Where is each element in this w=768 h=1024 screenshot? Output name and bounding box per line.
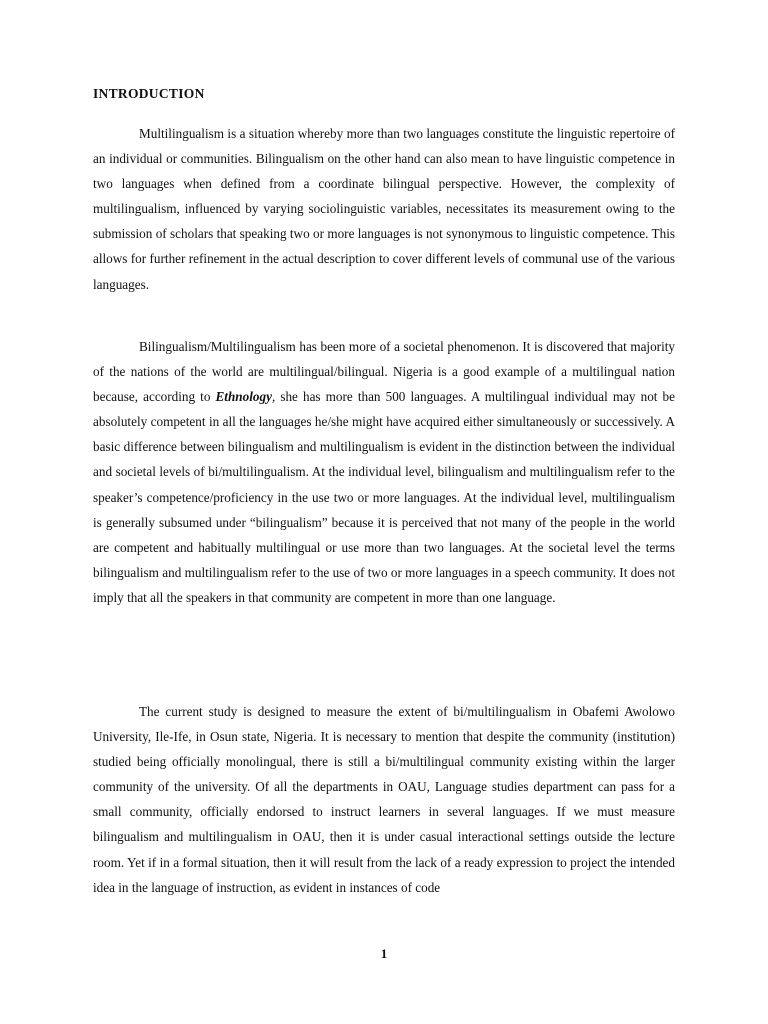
paragraph-3: The current study is designed to measure the extent of bi/multilingualism in Obafemi Awolowo University, Ile-Ife, in Osun state, Nigeria. It is necessary to mention that despite the community (institution) studied being officially monolingual, there is still a bi/multilingual community existing within the larger community of the university. Of all the departments in OAU, Language studies department can pass for a small community, officially endorsed to instruct learners in several languages. If we must measure bilingualism and multilingualism in OAU, then it is under casual interactional settings outside the lecture room. Yet if in a formal situation, then it will result from the lack of a ready expression to project the intended idea in the language of instruction, as evident in instances of code (93, 704, 675, 895)
paragraph-2-text-start: Bilingualism/Multilingualism has been more of a societal phenomenon. It is discovered that majority of the nations of the world are multilingual/bilingual. Nigeria is a good example of a multilingual nation because, according to (93, 339, 675, 405)
paragraph-2 (93, 334, 675, 610)
paragraph-1: Multilingualism is a situation whereby more than two languages constitute the linguistic repertoire of an individual or communities. Bilingualism on the other hand can also mean to have linguistic competence in two languages when defined from a coordinate bilingual perspective. However, the complexity of multilingualism, influenced by varying sociolinguistic variables, necessitates its measurement owing to the submission of scholars that speaking two or more languages is not synonymous to linguistic competence. This allows for further refinement in the actual description to cover different levels of communal use of the various languages. (93, 126, 675, 292)
emphasized-source-name: Ethnology (215, 389, 272, 405)
page-number: 1 (380, 946, 388, 961)
paragraph-2-text-end: , she has more than 500 languages. A multilingual individual may not be absolutely competent in all the languages he/she might have acquired either simultaneously or successively. A basic difference between bilingualism and multilingualism is evident in the distinction between the individual and societal levels of bi/multilingualism. At the individual level, bilingualism and multilingualism refer to the speaker’s competence/proficiency in the use two or more languages. At the individual level, multilingualism is generally subsumed under “bilingualism” because it is perceived that not many of the people in the world are competent and habitually multilingual or use more than two languages. At the societal level the terms bilingualism and multilingualism refer to the use of two or more languages in a speech community. It does not imply that all the speakers in that community are competent in more than one language. (93, 389, 675, 605)
section-heading: INTRODUCTION (93, 86, 205, 101)
